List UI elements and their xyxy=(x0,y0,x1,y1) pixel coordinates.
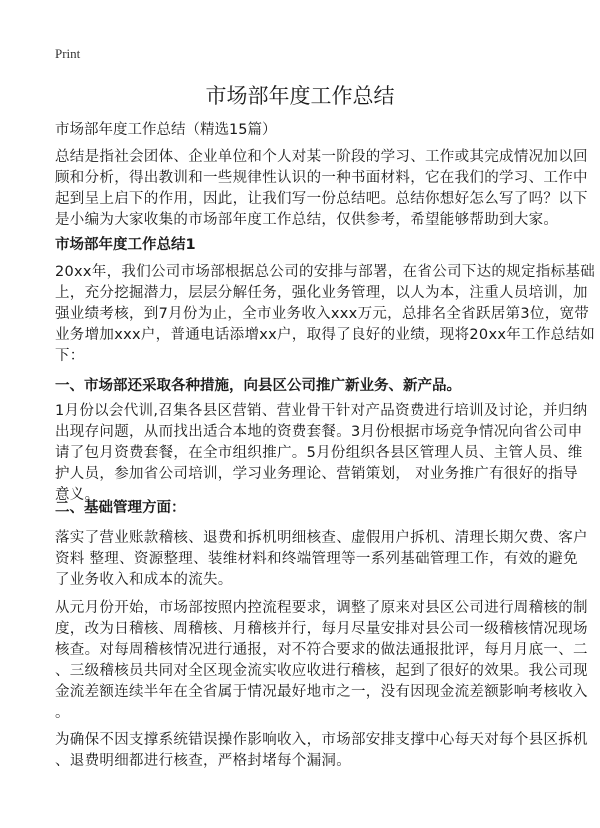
print-link[interactable]: Print xyxy=(55,46,81,61)
section-title: 市场部年度工作总结1 xyxy=(55,237,196,253)
text-line: 强业绩考核，到7月份为止，全市业务收入xxx万元，总排名全省跃居第3位，宽带 xyxy=(55,306,590,322)
text-line: 出现存问题，从而找出适合本地的资费套餐。3月份根据市场竞争情况向省公司申 xyxy=(55,424,583,440)
text-line: 20xx年，我们公司市场部根据总公司的安排与部署，在省公司下达的规定指标基础 xyxy=(55,264,596,280)
text-line: 护人员，参加省公司培训，学习业务理论、营销策划， 对业务推广有很好的指导 xyxy=(55,466,578,482)
text-line: 1月份以会代训,召集各县区营销、营业骨干针对产品资费进行培训及讨论，并归纳 xyxy=(55,403,588,419)
text-line: 资料 整理、资源整理、装维材料和终端管理等一系列基础管理工作，有效的避免 xyxy=(55,551,578,567)
text-line: 为确保不因支撑系统错误操作影响收入，市场部安排支撑中心每天对每个县区拆机 xyxy=(55,732,588,748)
paragraph-3 xyxy=(55,528,588,591)
text-line: 金流差额连续半年在全省属于情况最好地市之一，没有因现金流差额影响考核收入 xyxy=(55,684,588,700)
text-line: 是小编为大家收集的市场部年度工作总结，仅供参考，希望能够帮助到大家。 xyxy=(55,212,559,228)
text-line: 、三级稽核员共同对全区现金流实收应收进行稽核，起到了很好的效果。我公司现 xyxy=(55,663,588,679)
text-line: 落实了营业账款稽核、退费和拆机明细核查、虚假用户拆机、清理长期欠费、客户 xyxy=(55,530,588,546)
paragraph-5 xyxy=(55,730,588,772)
text-line: 请了包月资费套餐，在全市组织推广。5月份组织各县区管理人员、主管人员、维 xyxy=(55,445,583,461)
text-line: 起到呈上启下的作用，因此，让我们写一份总结吧。总结你想好怎么写了吗？以下 xyxy=(55,191,588,207)
text-line: 顾和分析，得出教训和一些规律性认识的一种书面材料，它在我们的学习、工作中 xyxy=(55,170,588,186)
text-line: 总结是指社会团体、企业单位和个人对某一阶段的学习、工作或其完成情况加以回 xyxy=(55,149,588,165)
text-line: 上，充分挖掘潜力，层层分解任务，强化业务管理，以人为本，注重人员培训，加 xyxy=(55,285,588,301)
text-line: 度，改为日稽核、周稽核、月稽核并行，每月尽量安排对县公司一级稽核情况现场 xyxy=(55,621,588,637)
text-line: 意义。 xyxy=(55,487,100,503)
text-line: 业务增加xxx户，普通电话添增xx户，取得了良好的业绩，现将20xx年工作总结如 xyxy=(55,327,596,343)
paragraph-4 xyxy=(55,598,588,724)
text-line: 下： xyxy=(55,348,85,364)
text-line: 核查。对每周稽核情况进行通报，对不符合要求的做法通报批评，每月月底一、二 xyxy=(55,642,588,658)
intro-paragraph xyxy=(55,147,588,231)
text-line: 了业务收入和成本的流失。 xyxy=(55,572,233,588)
paragraph-2 xyxy=(55,401,588,506)
heading-2: 二、基础管理方面： xyxy=(55,500,186,516)
text-line: 。 xyxy=(55,705,70,721)
text-line: 、退费明细都进行核查，严格封堵每个漏洞。 xyxy=(55,753,351,769)
paragraph-1 xyxy=(55,262,596,367)
subtitle: 市场部年度工作总结（精选15篇） xyxy=(55,122,277,138)
page-title: 市场部年度工作总结 xyxy=(205,84,395,108)
text-line: 从元月份开始，市场部按照内控流程要求，调整了原来对县区公司进行周稽核的制 xyxy=(55,600,588,616)
heading-1: 一、市场部还采取各种措施，向县区公司推广新业务、新产品。 xyxy=(55,378,461,394)
